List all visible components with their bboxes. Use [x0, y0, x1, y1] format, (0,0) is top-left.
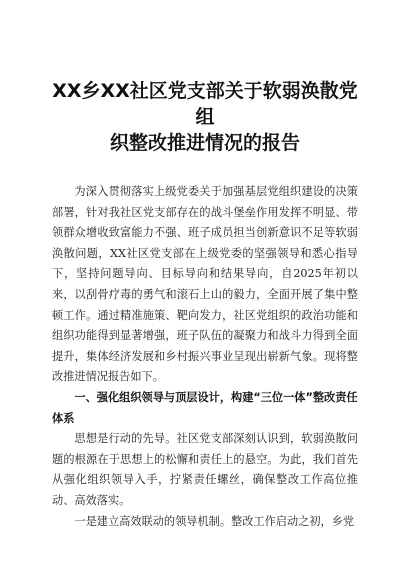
intro-paragraph: 为深入贯彻落实上级党委关于加强基层党组织建设的决策部署，针对我社区党支部存在的战斗堡垒作用发挥不明显、带领群众增收致富能力不强、班子成员担当创新意识不足等软弱涣散问题，XX社区党支部在上级党委的坚强领导和悉心指导下，坚持问题导向、目标导向和结果导向，自2025年初以来，以刮骨疗毒的勇气和滚石上山的毅力，全面开展了集中整顿工作。通过精准施策、靶向发力，社区党组织的政治功能和组织功能得到显著增强，班子队伍的凝聚力和战斗力得到全面提升，集体经济发展和乡村振兴事业呈现出崭新气象。现将整改推进情况报告如下。 — [52, 185, 358, 384]
document-title-line-2: 织整改推进情况的报告 — [109, 132, 300, 154]
document-title-line-1: XX乡XX社区党支部关于软弱涣散党组 — [52, 80, 358, 128]
section-1-paragraph-2: 一是建立高效联动的领导机制。整改工作启动之初，乡党 — [74, 514, 355, 528]
section-1-paragraph-1: 思想是行动的先导。社区党支部深刻认识到，软弱涣散问题的根源在于思想上的松懈和责任上的悬空。为此，我们首先从强化组织领导入手，拧紧责任螺丝，确保整改工作高位推动、高效落实。 — [52, 432, 358, 507]
section-heading-1: 一、强化组织领导与顶层设计，构建“三位一体”整改责任体系 — [52, 390, 358, 425]
document-title — [52, 78, 358, 156]
